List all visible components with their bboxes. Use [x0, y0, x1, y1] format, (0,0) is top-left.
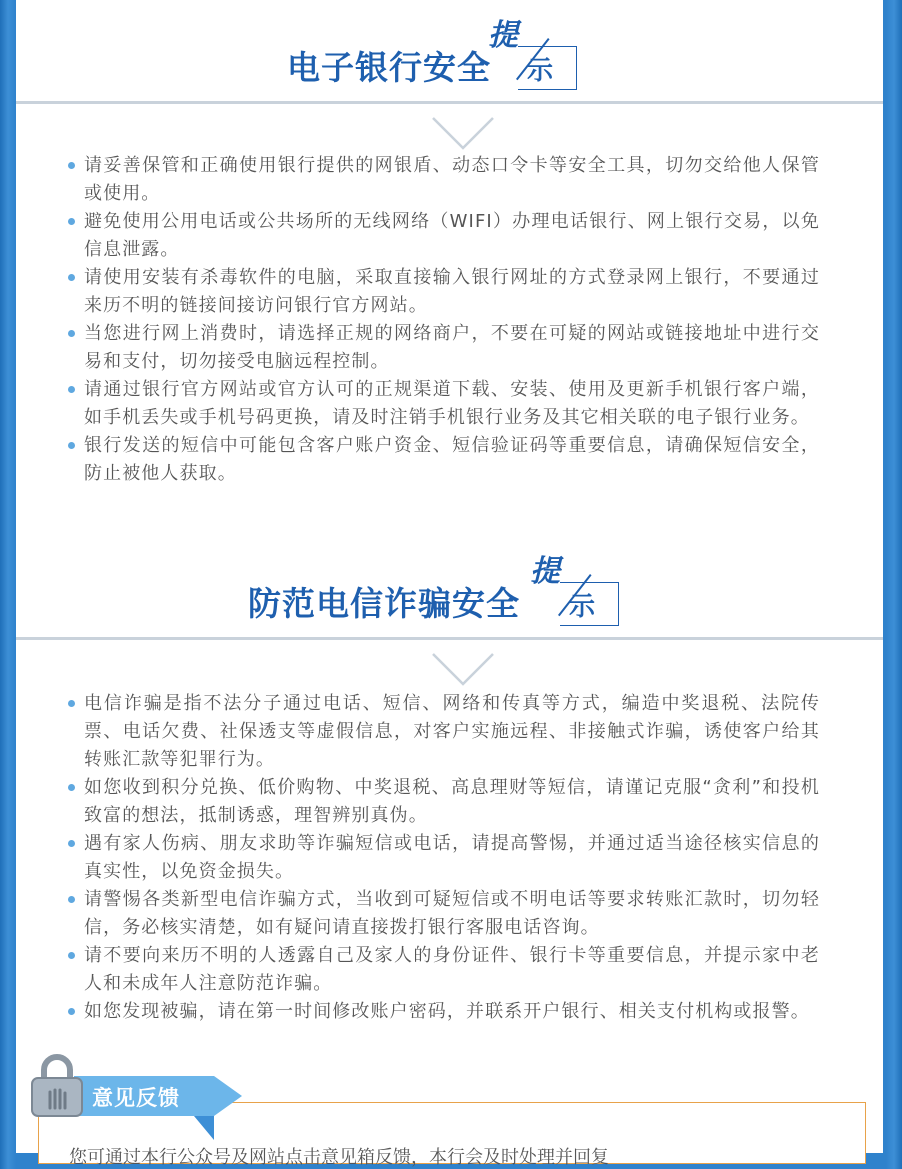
section2-tag-bottom: 示 [569, 592, 596, 622]
section2-divider [16, 637, 883, 640]
section1-header [0, 0, 867, 100]
list-item: 请使用安装有杀毒软件的电脑，采取直接输入银行网址的方式登录网上银行，不要通过来历不明的链接间接访问银行官方网站。 [68, 264, 820, 320]
section2-tag-top: 提 [530, 554, 560, 589]
list-item: 请妥善保管和正确使用银行提供的网银盾、动态口令卡等安全工具，切勿交给他人保管或使用。 [68, 152, 820, 208]
lock-icon [28, 1052, 86, 1118]
bullet-icon [68, 162, 75, 169]
section2-list [68, 690, 820, 1026]
bullet-icon [68, 896, 75, 903]
section1-list [68, 152, 820, 488]
section1-tag-bottom: 示 [527, 56, 554, 86]
section2-header [0, 538, 867, 638]
section2-title: 防范电信诈骗安全 [248, 584, 520, 623]
bullet-icon [68, 330, 75, 337]
bullet-icon [68, 700, 75, 707]
bullet-icon [68, 274, 75, 281]
bullet-icon [68, 442, 75, 449]
list-item: 当您进行网上消费时，请选择正规的网络商户，不要在可疑的网站或链接地址中进行交易和支付，切勿接受电脑远程控制。 [68, 320, 820, 376]
feedback-label[interactable]: 意见反馈 [92, 1086, 180, 1110]
bullet-icon [68, 218, 75, 225]
list-item: 遇有家人伤病、朋友求助等诈骗短信或电话，请提高警惕，并通过适当途径核实信息的真实性，以免资金损失。 [68, 830, 820, 886]
list-item: 请通过银行官方网站或官方认可的正规渠道下载、安装、使用及更新手机银行客户端，如手机丢失或手机号码更换，请及时注销手机银行业务及其它相关联的电子银行业务。 [68, 376, 820, 432]
section1-tag-top: 提 [488, 18, 518, 53]
list-item: 请警惕各类新型电信诈骗方式，当收到可疑短信或不明电话等要求转账汇款时，切勿轻信，务必核实清楚，如有疑问请直接拨打银行客服电话咨询。 [68, 886, 820, 942]
feedback-text: 您可通过本行公众号及网站点击意见箱反馈，本行会及时处理并回复 [69, 1147, 609, 1168]
bullet-icon [68, 840, 75, 847]
section1-title: 电子银行安全 [287, 48, 491, 87]
list-item: 电信诈骗是指不法分子通过电话、短信、网络和传真等方式，编造中奖退税、法院传票、电话欠费、社保透支等虚假信息，对客户实施远程、非接触式诈骗，诱使客户给其转账汇款等犯罪行为。 [68, 690, 820, 774]
section1-chevron-icon [431, 116, 495, 152]
section2-chevron-icon [431, 652, 495, 688]
list-item: 如您发现被骗，请在第一时间修改账户密码，并联系开户银行、相关支付机构或报警。 [68, 998, 820, 1026]
bullet-icon [68, 784, 75, 791]
bullet-icon [68, 952, 75, 959]
list-item: 避免使用公用电话或公共场所的无线网络（WIFI）办理电话银行、网上银行交易，以免信息泄露。 [68, 208, 820, 264]
list-item: 请不要向来历不明的人透露自己及家人的身份证件、银行卡等重要信息，并提示家中老人和未成年人注意防范诈骗。 [68, 942, 820, 998]
list-item: 如您收到积分兑换、低价购物、中奖退税、高息理财等短信，请谨记克服“贪利”和投机致富的想法，抵制诱惑，理智辨别真伪。 [68, 774, 820, 830]
bullet-icon [68, 1008, 75, 1015]
section1-divider [16, 101, 883, 104]
bullet-icon [68, 386, 75, 393]
list-item: 银行发送的短信中可能包含客户账户资金、短信验证码等重要信息，请确保短信安全，防止被他人获取。 [68, 432, 820, 488]
